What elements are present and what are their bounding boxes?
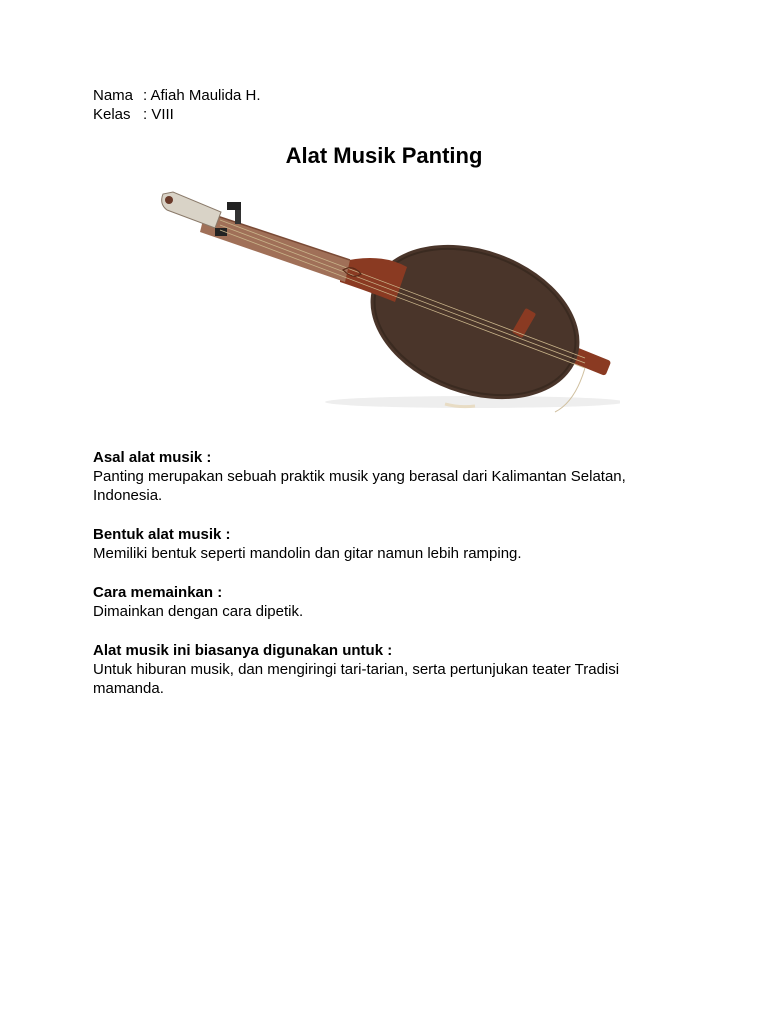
section-usage (93, 641, 683, 698)
section-heading: Bentuk alat musik : (93, 526, 231, 543)
section-text: Dimainkan dengan cara dipetik. (93, 603, 304, 620)
section-heading: Asal alat musik : (93, 449, 212, 466)
section-heading: Alat musik ini biasanya digunakan untuk : (93, 642, 393, 659)
section-origin (93, 448, 683, 505)
content-sections (93, 448, 683, 718)
name-value: : Afiah Maulida H. (143, 87, 261, 104)
panting-instrument-icon (145, 182, 620, 417)
student-info (93, 86, 261, 124)
section-text: Untuk hiburan musik, dan mengiringi tari-tarian, serta pertunjukan teater Tradisi mamanda. (93, 661, 620, 697)
name-row (93, 86, 261, 105)
section-text: Panting merupakan sebuah praktik musik yang berasal dari Kalimantan Selatan, Indonesia. (93, 468, 626, 504)
section-how-to-play (93, 583, 683, 621)
section-shape (93, 525, 683, 563)
page-title: Alat Musik Panting (285, 143, 483, 168)
panting-image (145, 182, 620, 417)
section-heading: Cara memainkan : (93, 584, 223, 601)
class-row (93, 105, 261, 124)
name-label: Nama (93, 87, 134, 104)
class-label: Kelas (93, 106, 131, 123)
section-text: Memiliki bentuk seperti mandolin dan gitar namun lebih ramping. (93, 545, 522, 562)
class-value: : VIII (143, 106, 174, 123)
